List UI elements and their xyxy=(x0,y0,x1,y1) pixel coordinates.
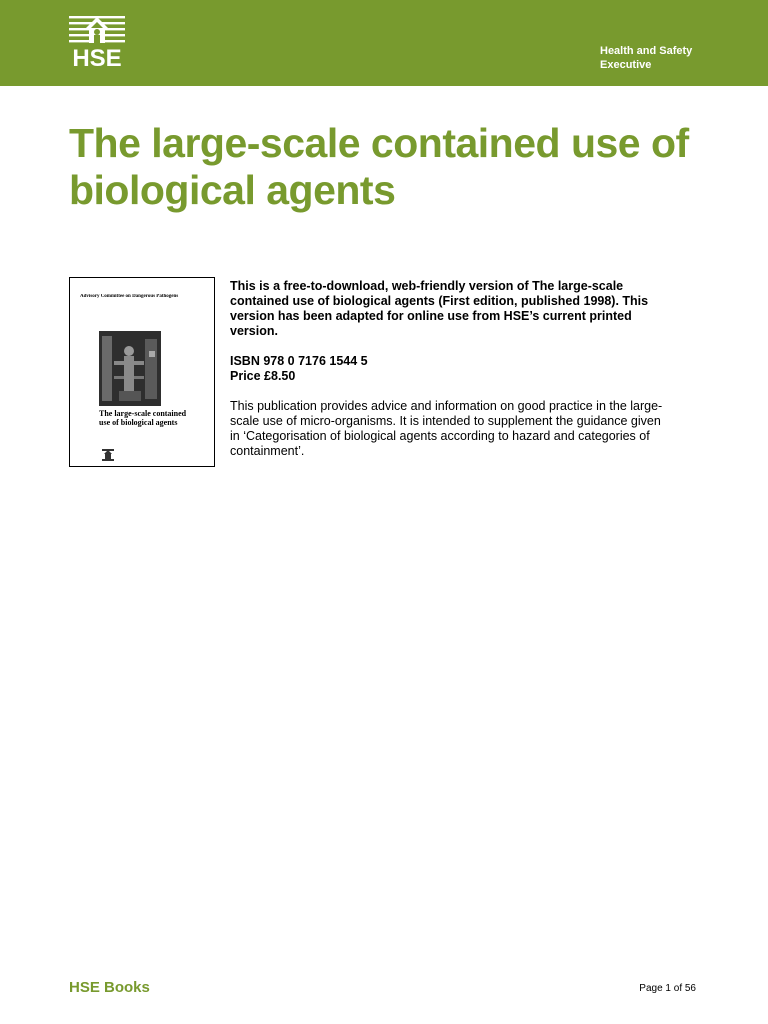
logo-text: HSE xyxy=(72,45,122,72)
header-bar xyxy=(0,0,768,86)
summary: This publication provides advice and information on good practice in the large-scale use of micro-organisms. It is intended to supplement the guidance given in ‘Categorisation of biological agents according to hazard and categories of containment’. xyxy=(230,399,663,458)
cover-photo xyxy=(99,331,161,406)
crest-icon xyxy=(101,448,115,462)
cover-committee: Advisory Committee on Dangerous Pathogens xyxy=(80,294,179,299)
price: Price £8.50 xyxy=(230,369,296,383)
cover-title-line2: use of biological agents xyxy=(99,418,178,427)
page-number: Page 1 of 56 xyxy=(639,983,696,994)
cover-title-line1: The large-scale contained xyxy=(99,409,187,418)
isbn: ISBN 978 0 7176 1544 5 xyxy=(230,354,368,368)
organisation-name xyxy=(600,44,720,72)
free-download-notice: This is a free-to-download, web-friendly version of The large-scale contained use of biological agents (First edition, published 1998). This version has been adapted for online use from HSE’s current printed version. xyxy=(230,279,649,338)
org-name-line1: Health and Safety xyxy=(600,45,693,57)
org-name-line2: Executive xyxy=(600,59,652,71)
footer-publisher: HSE Books xyxy=(69,979,150,996)
document-title: The large-scale contained use of biological agents xyxy=(69,120,689,213)
hse-logo xyxy=(69,16,125,72)
cover-title xyxy=(99,409,209,427)
intro-text xyxy=(230,279,670,459)
cover-thumbnail xyxy=(69,277,215,467)
